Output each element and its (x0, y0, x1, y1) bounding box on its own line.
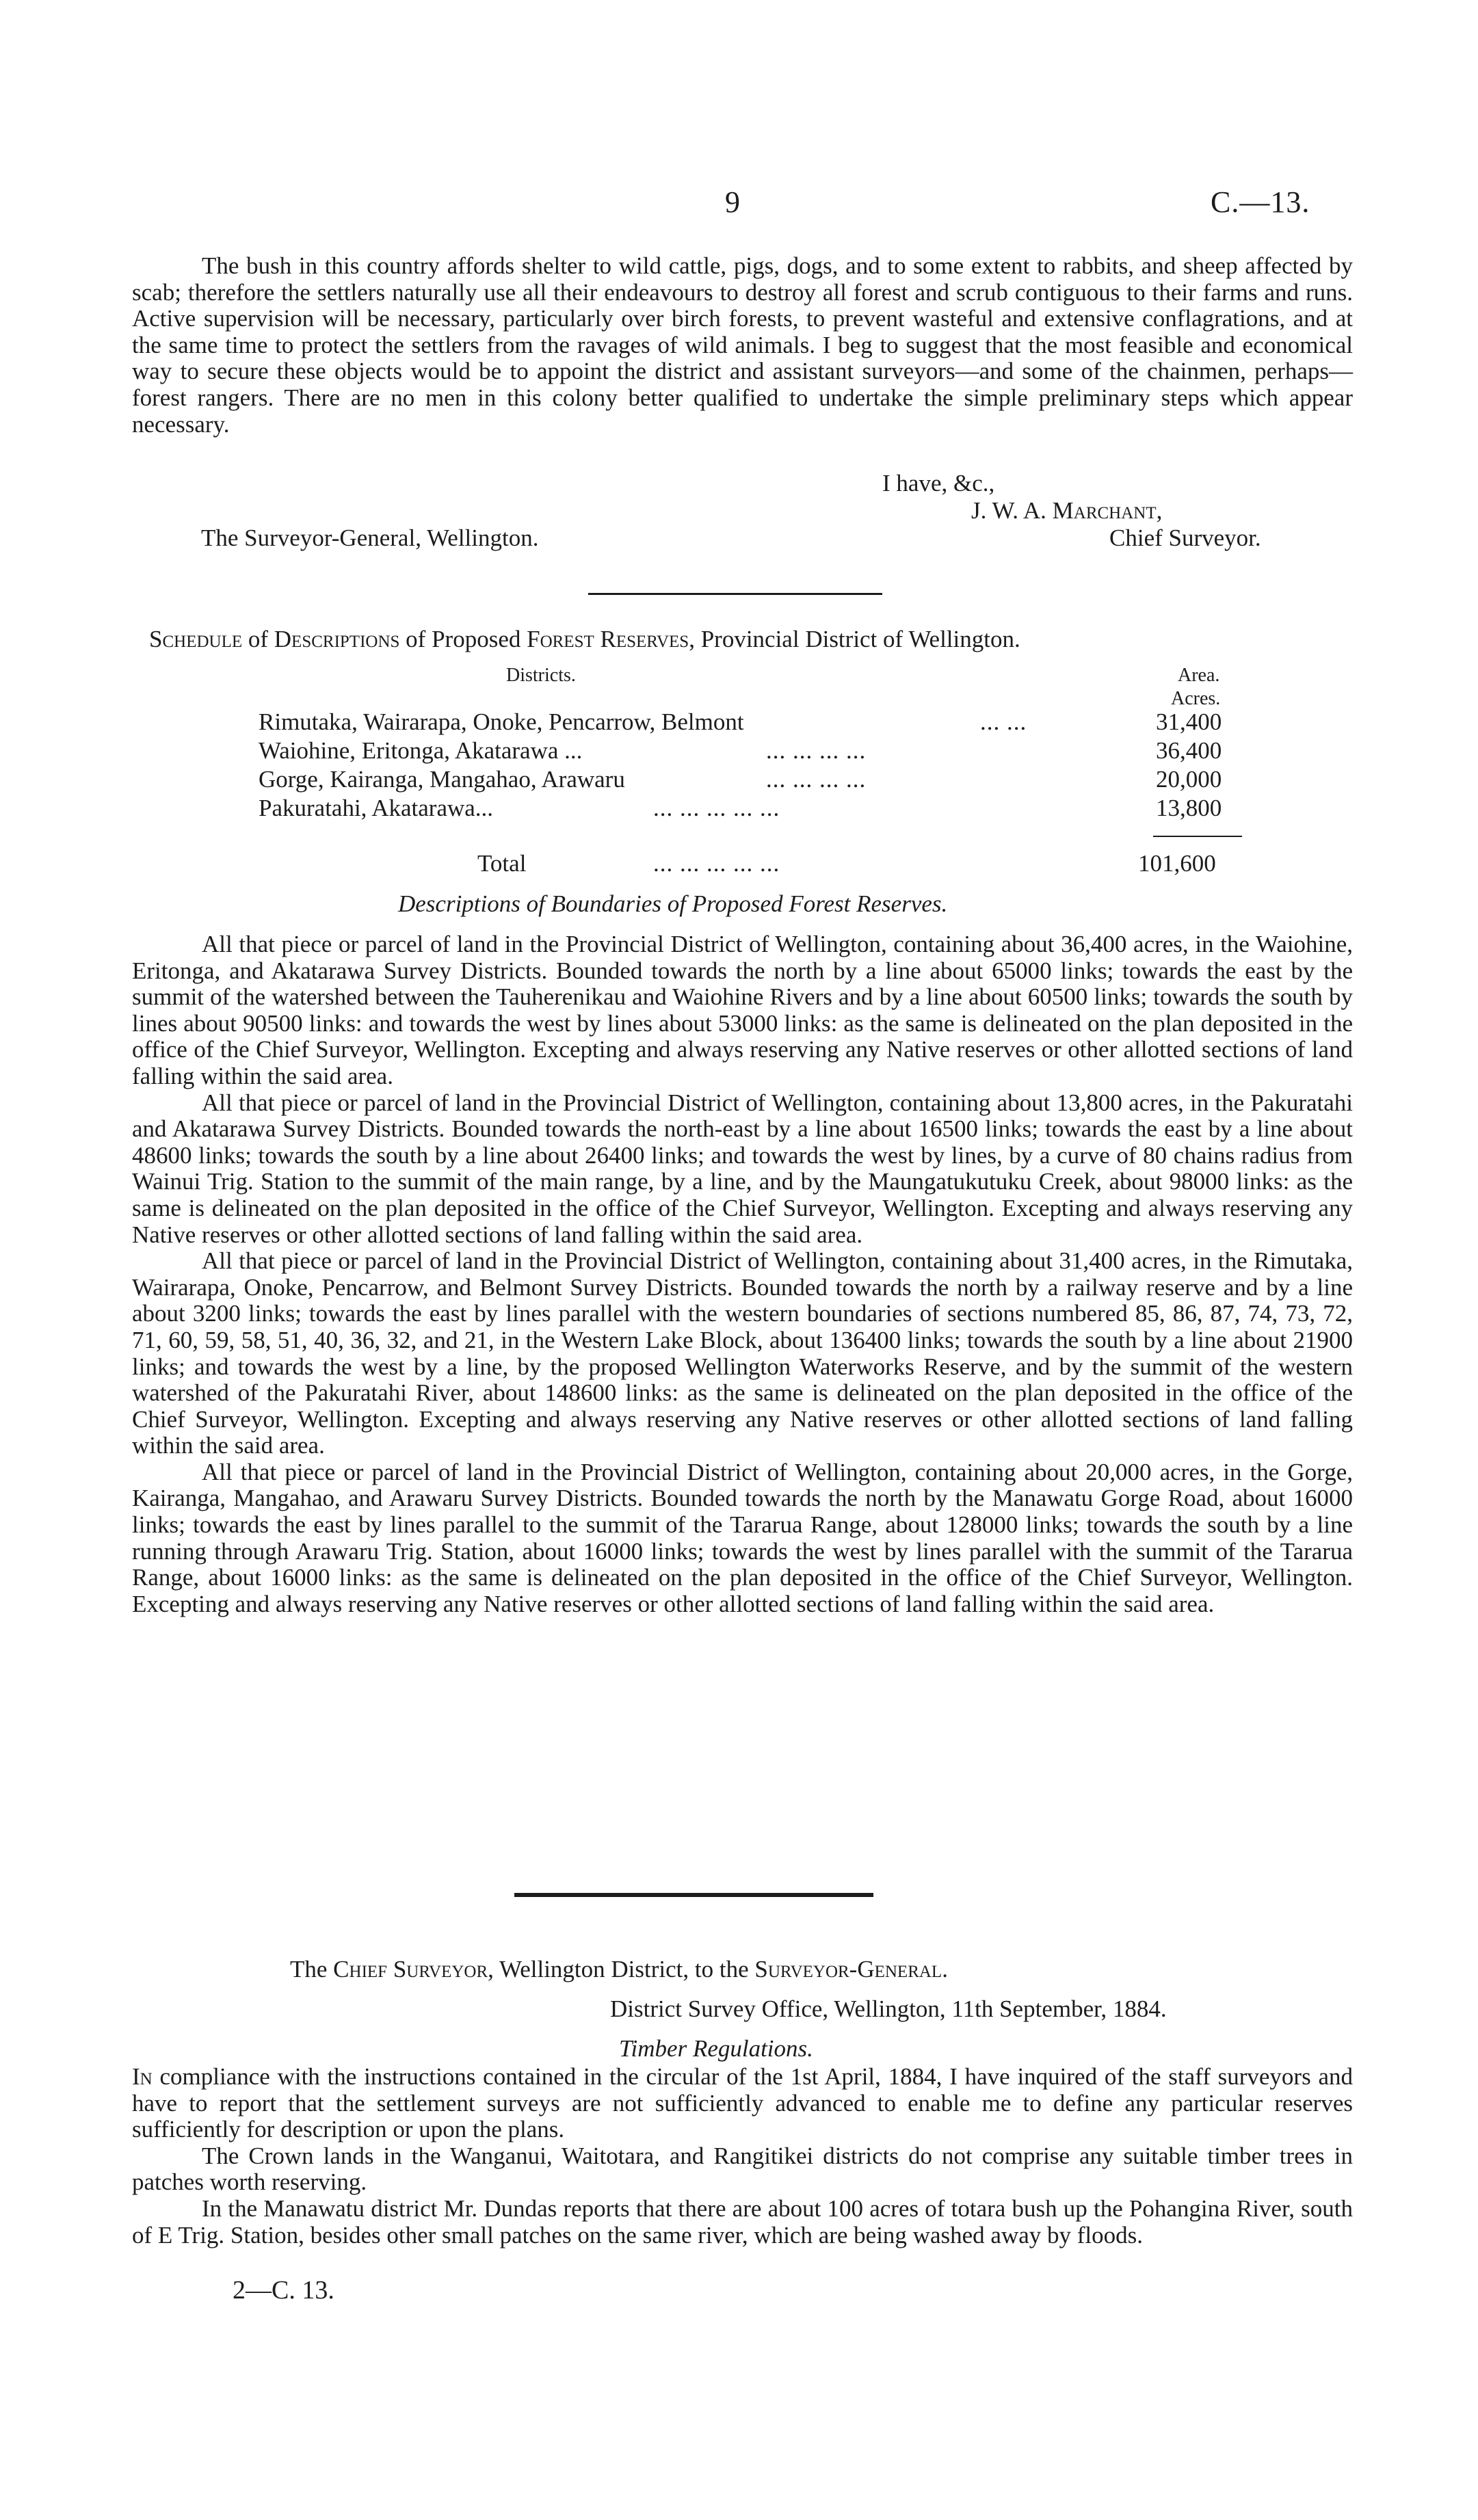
signature-mark: 2—C. 13. (233, 2276, 334, 2305)
section-divider (588, 593, 882, 595)
schedule-row-district: Rimutaka, Wairarapa, Onoke, Pencarrow, Belmont (259, 708, 744, 735)
addressee: The Surveyor-General, Wellington. (201, 525, 539, 551)
schedule-row-area: 13,800 (1156, 795, 1222, 821)
letter-to-end: . (942, 1956, 948, 1982)
col-area: Area. (1178, 665, 1220, 686)
intro-section (132, 253, 1353, 438)
page-number: 9 (725, 185, 740, 219)
total-label: Total (477, 850, 527, 877)
letter-header (290, 1956, 948, 1983)
total-rule (1153, 836, 1242, 837)
col-unit: Acres. (1171, 688, 1221, 709)
office-line: District Survey Office, Wellington, 11th September, 1884. (610, 1995, 1167, 2022)
letter-paragraph-text: compliance with the instructions contained in the circular of the 1st April, 1884, I have inquired of the staff surveyors and have to report that the settlement surveys are not sufficiently advanced to enable me to define any particular reserves sufficiently for description or upon the plans. (132, 2063, 1354, 2143)
schedule-title-of: of (248, 626, 269, 652)
boundary-paragraph: All that piece or parcel of land in the Provincial District of Wellington, containing about 36,400 acres, in the Waiohine, Eritonga, and Akatarawa Survey Districts. Bounded towards the north by a line about 65000 links; towards the east by the summit of the watershed between the Tauherenikau and Waiohine Rivers and by a line about 60500 links; towards the south by lines about 90500 links: and towards the west by lines about 53000 links: as the same is delineated on the plan deposited in the office of the Chief Surveyor, Wellington. Excepting and always reserving any Native reserves or other allotted sections of land falling within the said area. (132, 931, 1353, 1089)
schedule-row-district: Pakuratahi, Akatarawa... (259, 795, 494, 821)
letter-paragraph: The Crown lands in the Wanganui, Waitotara, and Rangitikei districts do not comprise any suitable timber trees in patches worth reserving. (132, 2142, 1353, 2196)
letter-from: Chief Surveyor (333, 1956, 488, 1982)
schedule-row-dots: ... ... ... ... (766, 766, 867, 793)
schedule-row-dots: ... ... ... ... ... (653, 795, 780, 821)
letter-paragraph (132, 2064, 1353, 2143)
signatory (971, 497, 1162, 525)
schedule-row-area: 31,400 (1156, 708, 1222, 735)
schedule-row-district: Waiohine, Eritonga, Akatarawa ... (259, 737, 583, 764)
schedule-title-word1: Schedule (149, 626, 243, 652)
document-code: C.—13. (1211, 185, 1310, 219)
boundary-paragraph: All that piece or parcel of land in the Provincial District of Wellington, containing about 20,000 acres, in the Gorge, Kairanga, Mangahao, and Arawaru Survey Districts. Bounded towards the north by the Manawatu Gorge Road, about 16000 links; towards the east by lines parallel to the summit of the Tararua Range, about 128000 links; towards the south by a line running through Arawaru Trig. Station, about 16000 links; towards the west by lines parallel with the summit of the Tararua Range, about 16000 links: as the same is delineated on the plan deposited in the office of the Chief Surveyor, Wellington. Excepting and always reserving any Native reserves or other allotted sections of land falling within the said area. (132, 1458, 1353, 1617)
col-districts: Districts. (506, 665, 576, 686)
letter-paragraph: In the Manawatu district Mr. Dundas reports that there are about 100 acres of totara bush up the Pohangina River, south of E Trig. Station, besides other small patches on the same river, which are being washed away by floods. (132, 2194, 1353, 2249)
schedule-row-area: 36,400 (1156, 737, 1222, 764)
salutation: I have, &c., (882, 470, 995, 496)
letter-subject: Timber Regulations. (619, 2035, 813, 2062)
total-value: 101,600 (1138, 850, 1216, 877)
intro-paragraph: The bush in this country affords shelter to wild cattle, pigs, dogs, and to some extent to rabbits, and sheep affected by scab; therefore the settlers naturally use all their endeavours to destroy all forest and scrub contiguous to their farms and runs. Active supervision will be necessary, particularly over birch forests, to prevent wasteful and extensive conflagrations, and at the same time to protect the settlers from the ravages of wild animals. I beg to suggest that the most feasible and economical way to secure these objects would be to appoint the district and assistant surveyors—and some of the chainmen, perhaps—forest rangers. There are no men in this colony better qualified to undertake the simple preliminary steps which appear necessary. (132, 252, 1353, 438)
letter-to: Surveyor-General (754, 1956, 942, 1982)
schedule-row-dots: ... ... (980, 708, 1027, 735)
schedule-title-word2: Descriptions (274, 626, 400, 652)
schedule-title-proposed: of Proposed (406, 626, 521, 652)
boundary-paragraph: All that piece or parcel of land in the Provincial District of Wellington, containing about 31,400 acres, in the Rimutaka, Wairarapa, Onoke, Pencarrow, and Belmont Survey Districts. Bounded towards the north by a railway reserve and by a line about 3200 links; towards the east by lines parallel with the western boundaries of sections numbered 85, 86, 87, 74, 73, 72, 71, 60, 59, 58, 51, 40, 36, 32, and 21, in the Western Lake Block, about 136400 links; towards the south by a line about 21900 links; and towards the west by a line, by the proposed Wellington Waterworks Reserve, and by the summit of the western watershed of the Pakuratahi River, about 148600 links: as the same is delineated on the plan deposited in the office of the Chief Surveyor, Wellington. Excepting and always reserving any Native reserves or other allotted sections of land falling within the said area. (132, 1247, 1353, 1459)
signatory-name: J. W. A. Marchant, (971, 497, 1163, 524)
signatory-title: Chief Surveyor. (1109, 525, 1261, 551)
total-dots: ... ... ... ... ... (653, 850, 780, 877)
schedule-title-district: , Provincial District of Wellington. (689, 626, 1020, 652)
boundaries-heading: Descriptions of Boundaries of Proposed Forest Reserves. (398, 890, 948, 917)
schedule-title (149, 626, 1020, 653)
schedule-row-district: Gorge, Kairanga, Mangahao, Arawaru (259, 766, 625, 793)
boundaries-section (132, 931, 1353, 1617)
letter-from-pre: The (290, 1956, 328, 1982)
thick-divider (514, 1893, 873, 1897)
boundary-paragraph: All that piece or parcel of land in the Provincial District of Wellington, containing about 13,800 acres, in the Pakuratahi and Akatarawa Survey Districts. Bounded towards the north-east by a line about 16500 links; towards the east by a line about 48600 links; towards the south by a line about 26400 links; and towards the west by lines, by a curve of 80 chains radius from Wainui Trig. Station to the summit of the main range, by a line, and by the Maungatukutuku Creek, about 98000 links: as the same is delineated on the plan deposited in the office of the Chief Surveyor, Wellington. Excepting and always reserving any Native reserves or other allotted sections of land falling within the said area. (132, 1089, 1353, 1248)
letter-body (132, 2064, 1353, 2249)
schedule-row-area: 20,000 (1156, 766, 1222, 793)
letter-from-district: , Wellington District, to the (488, 1956, 749, 1982)
schedule-title-word3: Forest Reserves (527, 626, 689, 652)
schedule-row-dots: ... ... ... ... (766, 737, 867, 764)
letter-first-word: In (132, 2063, 153, 2090)
